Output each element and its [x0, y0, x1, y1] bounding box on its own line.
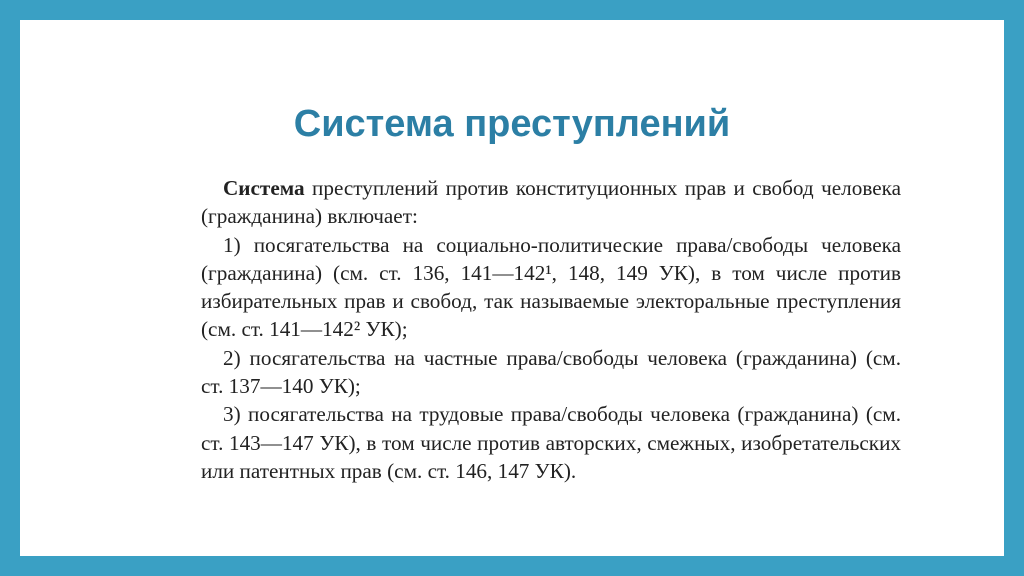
intro-paragraph [201, 174, 901, 231]
slide-canvas [20, 20, 1004, 556]
slide-title: Система преступлений [293, 103, 731, 145]
intro-text: преступлений против конституционных прав и свобод человека (гражданина) включает: [201, 176, 901, 229]
intro-bold-term: Система [223, 176, 305, 200]
list-item: 3) посягательства на трудовые права/свободы человека (гражданина) (см. ст. 143—147 УК), в том числе против авторских, смежных, изобретательских или патентных прав (см. ст. 146, 147 УК). [201, 402, 901, 483]
list-item: 1) посягательства на социально-политические права/свободы человека (гражданина) (см. ст. 136, 141—142¹, 148, 149 УК), в том числе против избирательных прав и свобод, так называемые электоральные преступления (см. ст. 141—142² УК); [201, 232, 901, 342]
list-item: 2) посягательства на частные права/свободы человека (гражданина) (см. ст. 137—140 УК); [201, 345, 901, 399]
slide-body [201, 174, 901, 485]
